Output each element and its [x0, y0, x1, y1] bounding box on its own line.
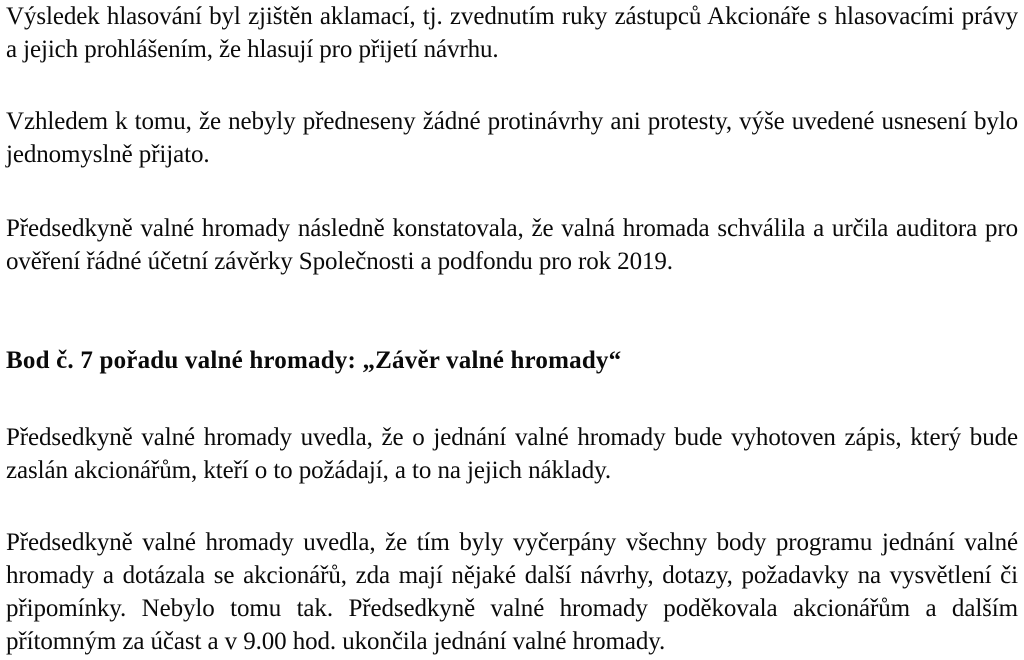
paragraph-voting-result: Výsledek hlasování byl zjištěn aklamací, tj. zvednutím ruky zástupců Akcionáře s hlasovacími právy a jejich prohlášením, že hlasují pro přijetí návrhu. [6, 3, 1018, 63]
paragraph-resolution-adopted: Vzhledem k tomu, že nebyly předneseny žádné protinávrhy ani protesty, výše uvedené usnesení bylo jednomyslně přijato. [6, 108, 1018, 168]
paragraph-meeting-closing: Předsedkyně valné hromady uvedla, že tím byly vyčerpány všechny body programu jednání valné hromady a dotázala se akcionářů, zda mají nějaké další návrhy, dotazy, požadavky na vysvětlení či připomínky. Nebylo tomu tak. Předsedkyně valné hromady poděkovala akcionářům a dalším přítomným za účast a v 9.00 hod. ukončila jednání valné hromady. [6, 529, 1018, 655]
paragraph-auditor-approval: Předsedkyně valné hromady následně konstatovala, že valná hromada schválila a určila auditora pro ověření řádné účetní závěrky Společnosti a podfondu pro rok 2019. [6, 215, 1018, 275]
section-heading: Bod č. 7 pořadu valné hromady: „Závěr valné hromady“ [6, 347, 622, 374]
paragraph-minutes: Předsedkyně valné hromady uvedla, že o jednání valné hromady bude vyhotoven zápis, který bude zaslán akcionářům, kteří o to požádají, a to na jejich náklady. [6, 424, 1018, 484]
